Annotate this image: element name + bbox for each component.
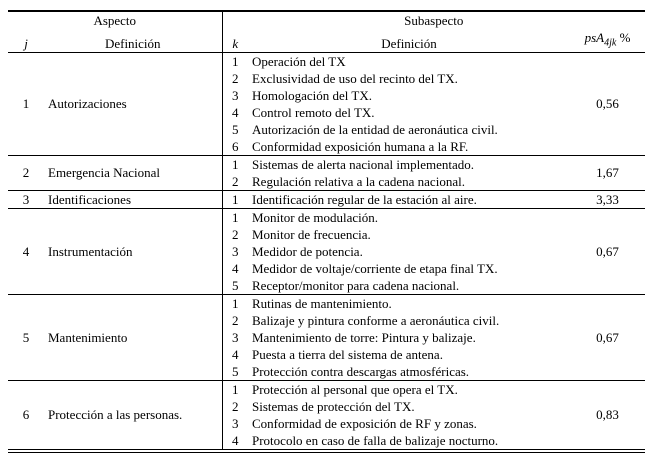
subaspecto-cell: Protección contra descargas atmosféricas. <box>252 363 470 379</box>
k-cell: 2 <box>222 226 248 243</box>
subaspecto-cell: Sistemas de alerta nacional implementado. <box>248 155 570 173</box>
subaspecto-cell: Medidor de voltaje/corriente de etapa final TX. <box>252 260 498 276</box>
k-cell: 1 <box>222 155 248 173</box>
psa-cell: 0,67 <box>570 294 645 380</box>
aspecto-cell: Instrumentación <box>44 208 222 294</box>
subaspecto-cell: Conformidad de exposición de RF y zonas. <box>252 415 477 431</box>
psa-cell: 0,83 <box>570 380 645 451</box>
header-row-groups <box>8 11 645 29</box>
j-cell: 5 <box>8 294 44 380</box>
j-cell: 1 <box>8 52 44 155</box>
aspecto-definicion-header: Definición <box>44 29 222 52</box>
subaspecto-cell: Exclusividad de uso del recinto del TX. <box>252 70 458 86</box>
subaspecto-cell: Receptor/monitor para cadena nacional. <box>252 277 460 293</box>
subaspecto-cell: Medidor de potencia. <box>252 243 363 259</box>
k-cell: 1 <box>222 294 248 312</box>
aspecto-cell: Mantenimiento <box>44 294 222 380</box>
psa-cell: 0,67 <box>570 208 645 294</box>
k-cell: 1 <box>222 52 248 70</box>
j-column-header: j <box>8 29 44 52</box>
psa-cell: 3,33 <box>570 190 645 208</box>
subaspecto-cell: Conformidad exposición humana a la RF. <box>252 138 469 154</box>
table-row <box>8 380 645 398</box>
k-cell: 5 <box>222 277 248 295</box>
k-cell: 1 <box>222 380 248 398</box>
k-cell: 3 <box>222 243 248 260</box>
k-cell: 4 <box>222 260 248 277</box>
subaspecto-definicion-header: Definición <box>248 29 570 52</box>
aspects-table <box>8 10 645 453</box>
j-cell: 2 <box>8 155 44 190</box>
k-cell: 2 <box>222 70 248 87</box>
aspecto-cell: Emergencia Nacional <box>44 155 222 190</box>
subaspecto-cell: Protocolo en caso de falla de balizaje nocturno. <box>252 432 499 448</box>
subaspecto-cell: Regulación relativa a la cadena nacional. <box>252 173 465 189</box>
table-row <box>8 155 645 173</box>
subaspecto-cell: Sistemas de protección del TX. <box>252 398 415 414</box>
k-cell: 2 <box>222 173 248 191</box>
psa-header-percent: % <box>619 30 631 45</box>
j-cell: 4 <box>8 208 44 294</box>
subaspecto-cell: Control remoto del TX. <box>252 104 375 120</box>
subaspecto-cell: Homologación del TX. <box>252 87 372 103</box>
aspecto-cell: Autorizaciones <box>44 52 222 155</box>
subaspecto-cell: Rutinas de mantenimiento. <box>248 294 570 312</box>
table-row <box>8 52 645 70</box>
table-row <box>8 190 645 208</box>
k-cell: 3 <box>222 415 248 432</box>
header-row-columns <box>8 29 645 52</box>
k-cell: 3 <box>222 87 248 104</box>
subaspecto-cell: Autorización de la entidad de aeronáutica civil. <box>252 121 498 137</box>
subaspecto-cell: Monitor de frecuencia. <box>252 226 371 242</box>
psa-header-prefix: psA <box>584 30 605 45</box>
table-row <box>8 208 645 226</box>
psa-cell: 0,56 <box>570 52 645 155</box>
subaspecto-cell: Mantenimiento de torre: Pintura y balizaje. <box>252 329 476 345</box>
subaspecto-cell: Monitor de modulación. <box>248 208 570 226</box>
k-cell: 4 <box>222 432 248 451</box>
k-cell: 4 <box>222 104 248 121</box>
subaspecto-cell: Protección al personal que opera el TX. <box>248 380 570 398</box>
k-cell: 6 <box>222 138 248 156</box>
k-cell: 1 <box>222 208 248 226</box>
aspecto-cell: Identificaciones <box>44 190 222 208</box>
j-cell: 6 <box>8 380 44 451</box>
k-cell: 2 <box>222 398 248 415</box>
subaspecto-cell: Puesta a tierra del sistema de antena. <box>252 346 443 362</box>
j-cell: 3 <box>8 190 44 208</box>
subaspecto-cell: Operación del TX <box>248 52 570 70</box>
table-row <box>8 294 645 312</box>
psa-header-subscript: 4jk <box>604 37 617 49</box>
aspecto-group-header: Aspecto <box>8 11 222 29</box>
k-cell: 3 <box>222 329 248 346</box>
k-cell: 5 <box>222 363 248 381</box>
k-column-header: k <box>222 29 248 52</box>
k-cell: 4 <box>222 346 248 363</box>
aspecto-cell: Protección a las personas. <box>44 380 222 451</box>
psa-cell: 1,67 <box>570 155 645 190</box>
k-cell: 2 <box>222 312 248 329</box>
subaspecto-cell: Balizaje y pintura conforme a aeronáutica civil. <box>252 312 500 328</box>
k-cell: 5 <box>222 121 248 138</box>
psa-column-header <box>570 29 645 52</box>
subaspecto-cell: Identificación regular de la estación al aire. <box>248 190 570 208</box>
subaspecto-group-header: Subaspecto <box>404 13 464 28</box>
k-cell: 1 <box>222 190 248 208</box>
